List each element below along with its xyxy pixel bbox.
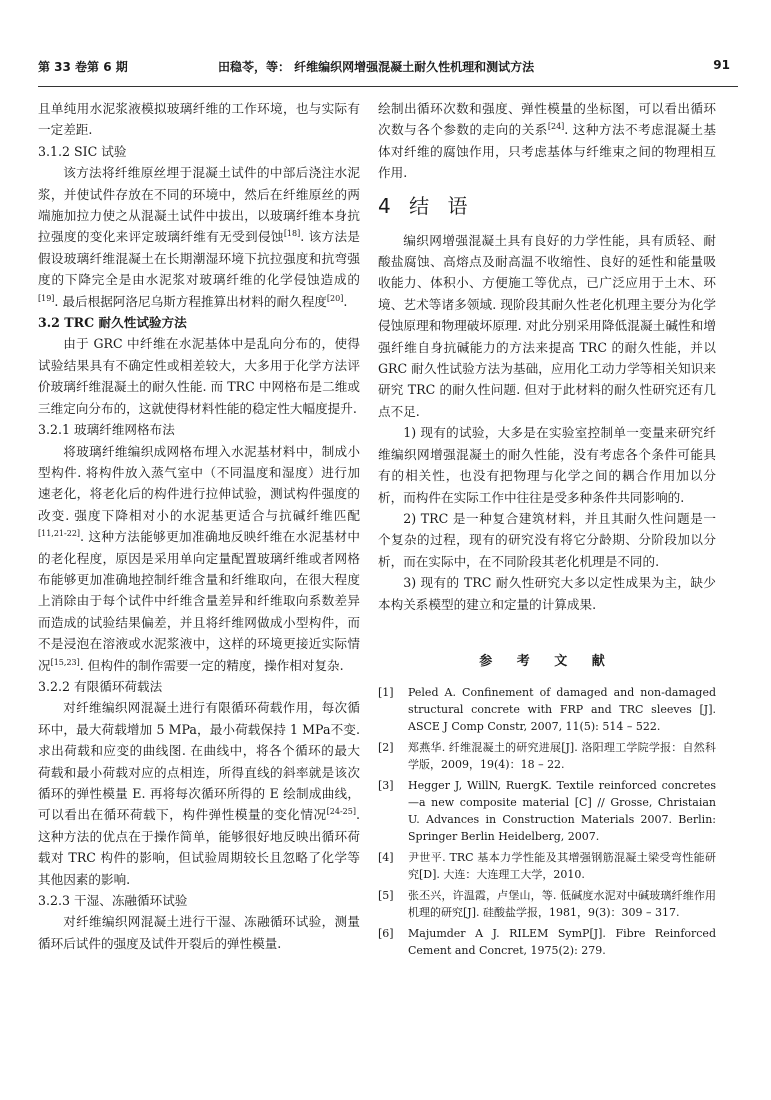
citation: [20]: [326, 293, 344, 303]
header-rule: [38, 86, 738, 87]
reference-item: [4] 尹世平. TRC 基本力学性能及其增强钢筋混凝土梁受弯性能研究[D]. 大连：大连理工大学，2010.: [378, 851, 716, 882]
page-number: 91: [713, 58, 730, 72]
section-heading-3-2-2: 3.2.2 有限循环荷载法: [38, 678, 163, 694]
citation: [15,23]: [50, 657, 80, 667]
paragraph: 对纤维编织网混凝土进行有限循环荷载作用，每次循环中，最大荷载增加 5 MPa，最小荷载保持 1 MPa不变. 求出荷载和应变的曲线图. 在曲线中，将各个循环的最大荷载和最小荷载对应的点相连，所得直线的斜率就是该次循环的弹性模量 E. 再将每次循环所得的 E 绘制成曲线，可以看出在循环荷载下，构件弹性模量的变化情况[24-25]. 这种方法的优点在于操作简单，能够很好地反映出循环荷载对 TRC 构件的影响，但试验周期较长且忽略了化学等其他因素的影响.: [38, 700, 360, 887]
citation: [11,21-22]: [38, 528, 81, 538]
citation: [19]: [38, 293, 55, 303]
paragraph: 由于 GRC 中纤维在水泥基体中是乱向分布的，使得试验结果具有不确定性或相差较大，大多用于化学方法评价玻璃纤维混凝土的耐久性能. 而 TRC 中网格布是二维或三维定向分布的，这就使得材料性能的稳定性大幅度提升.: [38, 336, 360, 416]
reference-item: [6] Majumder A J. RILEM SymP[J]. Fibre Reinforced Cement and Concret, 1975(2): 279.: [378, 927, 716, 958]
citation: [24-25]: [326, 807, 356, 817]
running-title: 田稳苓，等： 纤维编织网增强混凝土耐久性机理和测试方法: [218, 60, 535, 74]
citation: [18]: [283, 229, 301, 239]
reference-item: [2] 郑燕华. 纤维混凝土的研究进展[J]. 洛阳理工学院学报：自然科学版，2009，19(4)：18 – 22.: [378, 741, 716, 772]
section-heading-3-2-1: 3.2.1 玻璃纤维网格布法: [38, 422, 175, 438]
paragraph: 将玻璃纤维编织成网格布埋入水泥基材料中，制成小型构件. 将构件放入蒸气室中（不同温度和湿度）进行加速老化，将老化后的构件进行拉伸试验，测试构件强度的改变. 强度下降相对小的水泥基更适合与抗碱纤维匹配[11,21-22]. 这种方法能够更加准确地反映纤维在水泥基材中的老化程度，原因是采用单向定量配置玻璃纤维或者网格布能够更加准确地控制纤维含量和纤维取向，在很大程度上消除由于每个试件中纤维含量差异和纤维取向系数差异而造成的试验结果偏差，并且将纤维网做成小型构件，而不是浸泡在溶液或水泥浆液中，这样的环境更接近实际情况[15,23]. 但构件的制作需要一定的精度，操作相对复杂.: [38, 443, 360, 673]
paragraph: 2) TRC 是一种复合建筑材料，并且其耐久性问题是一个复杂的过程，现有的研究没有将它分龄期、分阶段加以分析，而在实际中，在不同阶段其老化机理是不同的.: [378, 510, 716, 569]
running-header: [38, 58, 738, 80]
paragraph: 对纤维编织网混凝土进行干湿、冻融循环试验，测量循环后试件的强度及试件开裂后的弹性模量.: [38, 914, 360, 951]
reference-item: [3] Hegger J, WillN, RuergK. Textile reinforced concretes—a new composite material [C] // Grosse, Christaian U. Advances in Construction Materials 2007. Berlin: Springer Berlin Heidelberg, 2007.: [378, 779, 716, 844]
paragraph: 该方法将纤维原丝埋于混凝土试件的中部后浇注水泥浆，并使试件存放在不同的环境中，然后在纤维原丝的两端施加拉力使之从混凝土试件中拔出，以玻璃纤维本身抗拉强度的变化来评定玻璃纤维有无受到侵蚀[18]. 该方法是假设玻璃纤维混凝土在长期潮湿环境下抗拉强度和抗弯强度的下降完全是由水泥浆对玻璃纤维的化学侵蚀造成的[19]. 最后根据阿洛尼乌斯方程推算出材料的耐久程度[20].: [38, 165, 360, 309]
paragraph: 1) 现有的试验，大多是在实验室控制单一变量来研究纤维编织网增强混凝土的耐久性能，没有考虑各个条件可能具有的相关性，也没有把物理与化学之间的耦合作用加以分析，而构件在实际工作中往往是受多种条件共同影响的.: [378, 425, 716, 505]
right-column: [378, 98, 716, 963]
reference-item: [5] 张丕兴，许温霞，卢堡山，等. 低碱度水泥对中碱玻璃纤维作用机理的研究[J]. 硅酸盐学报，1981，9(3)：309 – 317.: [378, 889, 716, 920]
section-heading-3-2-3: 3.2.3 干湿、冻融循环试验: [38, 893, 188, 909]
paragraph: 编织网增强混凝土具有良好的力学性能，具有质轻、耐酸盐腐蚀、高熔点及耐高温不收缩性、良好的延性和能量吸收能力、体积小、方便施工等优点，已广泛应用于土木、环境、艺术等诸多领域. 现阶段其耐久性老化机理主要分为化学侵蚀原理和物理破坏原理. 对此分别采用降低混凝土碱性和增强纤维自身抗碱能力的方法来提高 TRC 的耐久性能，并以 GRC 耐久性试验方法为基础，应用化工动力学等相关知识来研究 TRC 的耐久性问题. 但对于此材料的耐久性研究还有几点不足.: [378, 232, 716, 419]
section-heading-4: 4 结 语: [378, 193, 474, 218]
references-heading: 参 考 文 献: [479, 653, 615, 669]
journal-issue: 第 33 卷第 6 期: [38, 60, 128, 74]
paragraph: 3) 现有的 TRC 耐久性研究大多以定性成果为主，缺少本构关系模型的建立和定量的计算成果.: [378, 575, 716, 612]
citation: [24]: [547, 122, 565, 132]
paragraph: 且单纯用水泥浆液模拟玻璃纤维的工作环境，也与实际有一定差距.: [38, 101, 360, 138]
left-column: [38, 98, 360, 954]
reference-list: [378, 684, 716, 959]
section-heading-3-1-2: 3.1.2 SIC 试验: [38, 143, 127, 159]
section-heading-3-2: 3.2 TRC 耐久性试验方法: [38, 315, 187, 331]
paragraph: 绘制出循环次数和强度、弹性模量的坐标图，可以看出循环次数与各个参数的走向的关系[24]. 这种方法不考虑混凝土基体对纤维的腐蚀作用，只考虑基体与纤维束之间的物理相互作用.: [378, 101, 717, 181]
reference-item: [1] Peled A. Confinement of damaged and non-damaged structural concrete with FRP and TRC sleeves [J]. ASCE J Comp Constr, 2007, 11(5): 514 – 522.: [378, 686, 716, 734]
